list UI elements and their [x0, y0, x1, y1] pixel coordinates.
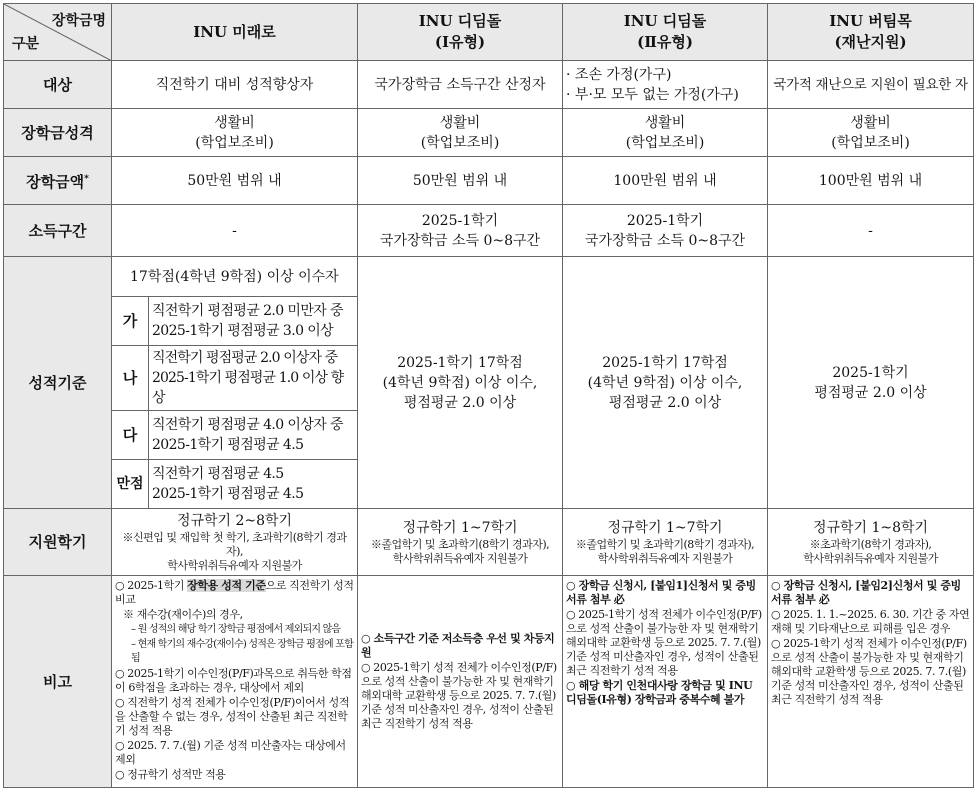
row-label-nature: 장학금성격 — [4, 109, 112, 157]
income-beotimmok: - — [768, 205, 974, 257]
grade-tag-na: 나 — [112, 346, 149, 411]
header-inu-beotimmok: INU 버팀목 (재난지원) — [768, 4, 974, 61]
nature-beotimmok: 생활비 (학업보조비) — [768, 109, 974, 157]
row-label-remarks: 비고 — [4, 576, 112, 788]
row-label-grade: 성적기준 — [4, 257, 112, 509]
row-label-amount: 장학금액* — [4, 157, 112, 205]
corner-scholarship-label: 장학금명 — [51, 13, 106, 29]
remarks-mirae: ○ 2025-1학기 장학용 성적 기준으로 직전학기 성적 비교 ※ 재수강(재이수)의 경우, – 원 성적의 해당 학기 장학금 평점에서 제외되지 않음 – 현재 학기의 재수강(재이수) 성적은 장학금 평점에 포함됨 ○ 2025-1학기 이수인정(P/F)과목으로 취득한 학점이 6학점을 초과하는 경우, 대상에서 제외 ○ 직전학기 성적 전체가 이수인정(P/F)이어서 성적을 산출할 수 없는 경우, 성적이 산출된 최근 직전학기 성적 적용 ○ 2025. 7. 7.(월) 기준 성적 미산출자는 대상에서 제외 ○ 정규학기 성적만 적용 — [112, 576, 358, 788]
grade-didimdol-1: 2025-1학기 17학점 (4학년 9학점) 이상 이수, 평점평균 2.0 이상 — [358, 257, 563, 509]
nature-didimdol-2: 생활비 (학업보조비) — [563, 109, 768, 157]
amount-mirae: 50만원 범위 내 — [112, 157, 358, 205]
target-didimdol-1: 국가장학금 소득구간 산정자 — [358, 61, 563, 109]
nature-didimdol-1: 생활비 (학업보조비) — [358, 109, 563, 157]
amount-didimdol-1: 50만원 범위 내 — [358, 157, 563, 205]
grade-tag-perfect: 만점 — [112, 460, 149, 509]
header-inu-didimdol-1: INU 디딤돌 (Ⅰ유형) — [358, 4, 563, 61]
grade-tag-da: 다 — [112, 411, 149, 460]
grade-item-da: 직전학기 평점평균 4.0 이상자 중 2025-1학기 평점평균 4.5 — [149, 411, 358, 460]
grade-mirae-top: 17학점(4학년 9학점) 이상 이수자 — [112, 257, 358, 297]
semester-mirae: 정규학기 2~8학기 ※신편입 및 재입학 첫 학기, 초과학기(8학기 경과자), 학사학위취득유예자 지원불가 — [112, 509, 358, 576]
remarks-didimdol-2: ○ 장학금 신청시, [붙임1]신청서 및 증빙서류 첨부 必 ○ 2025-1학기 성적 전체가 이수인정(P/F)으로 성적 산출이 불가능한 자 및 현재학기 해외대학 교환학생 등으로 2025. 7. 7.(월) 기준 성적 미산출자인 경우, 성적이 산출된 최근 직전학기 성적 적용 ○ 해당 학기 인천대사랑 장학금 및 INU 디딤돌(Ⅰ유형) 장학금과 중복수혜 불가 — [563, 576, 768, 788]
target-mirae: 직전학기 대비 성적향상자 — [112, 61, 358, 109]
target-didimdol-2: · 조손 가정(가구) · 부·모 모두 없는 가정(가구) — [563, 61, 768, 109]
scholarship-table — [3, 3, 974, 788]
grade-tag-ga: 가 — [112, 297, 149, 346]
grade-item-na: 직전학기 평점평균 2.0 이상자 중 2025-1학기 평점평균 1.0 이상 향상 — [149, 346, 358, 411]
corner-category-label: 구분 — [12, 36, 40, 52]
income-didimdol-2: 2025-1학기 국가장학금 소득 0~8구간 — [563, 205, 768, 257]
semester-beotimmok: 정규학기 1~8학기 ※초과학기(8학기 경과자), 학사학위취득유예자 지원불가 — [768, 509, 974, 576]
semester-didimdol-1: 정규학기 1~7학기 ※졸업학기 및 초과학기(8학기 경과자), 학사학위취득유예자 지원불가 — [358, 509, 563, 576]
grade-item-perfect: 직전학기 평점평균 4.5 2025-1학기 평점평균 4.5 — [149, 460, 358, 509]
income-mirae: - — [112, 205, 358, 257]
header-corner-cell — [4, 4, 112, 61]
header-inu-mirae: INU 미래로 — [112, 4, 358, 61]
grade-item-ga: 직전학기 평점평균 2.0 미만자 중 2025-1학기 평점평균 3.0 이상 — [149, 297, 358, 346]
semester-didimdol-2: 정규학기 1~7학기 ※졸업학기 및 초과학기(8학기 경과자), 학사학위취득유예자 지원불가 — [563, 509, 768, 576]
nature-mirae: 생활비 (학업보조비) — [112, 109, 358, 157]
row-label-income: 소득구간 — [4, 205, 112, 257]
remarks-didimdol-1: ○ 소득구간 기준 저소득층 우선 및 차등지원 ○ 2025-1학기 성적 전체가 이수인정(P/F)으로 성적 산출이 불가능한 자 및 현재학기 해외대학 교환학생 등으로 2025. 7. 7.(월) 기준 성적 미산출자인 경우, 성적이 산출된 최근 직전학기 성적 적용 — [358, 576, 563, 788]
amount-didimdol-2: 100만원 범위 내 — [563, 157, 768, 205]
income-didimdol-1: 2025-1학기 국가장학금 소득 0~8구간 — [358, 205, 563, 257]
remarks-beotimmok: ○ 장학금 신청시, [붙임2]신청서 및 증빙서류 첨부 必 ○ 2025. 1. 1.~2025. 6. 30. 기간 중 자연재해 및 기타재난으로 피해를 입은 경우 ○ 2025-1학기 성적 전체가 이수인정(P/F)으로 성적 산출이 불가능한 자 및 현재학기 해외대학 교환학생 등으로 2025. 7. 7.(월) 기준 성적 미산출자인 경우, 성적이 산출된 최근 직전학기 성적 적용 — [768, 576, 974, 788]
header-inu-didimdol-2: INU 디딤돌 (Ⅱ유형) — [563, 4, 768, 61]
grade-didimdol-2: 2025-1학기 17학점 (4학년 9학점) 이상 이수, 평점평균 2.0 이상 — [563, 257, 768, 509]
grade-beotimmok: 2025-1학기 평점평균 2.0 이상 — [768, 257, 974, 509]
amount-beotimmok: 100만원 범위 내 — [768, 157, 974, 205]
target-beotimmok: 국가적 재난으로 지원이 필요한 자 — [768, 61, 974, 109]
row-label-semester: 지원학기 — [4, 509, 112, 576]
row-label-target: 대상 — [4, 61, 112, 109]
